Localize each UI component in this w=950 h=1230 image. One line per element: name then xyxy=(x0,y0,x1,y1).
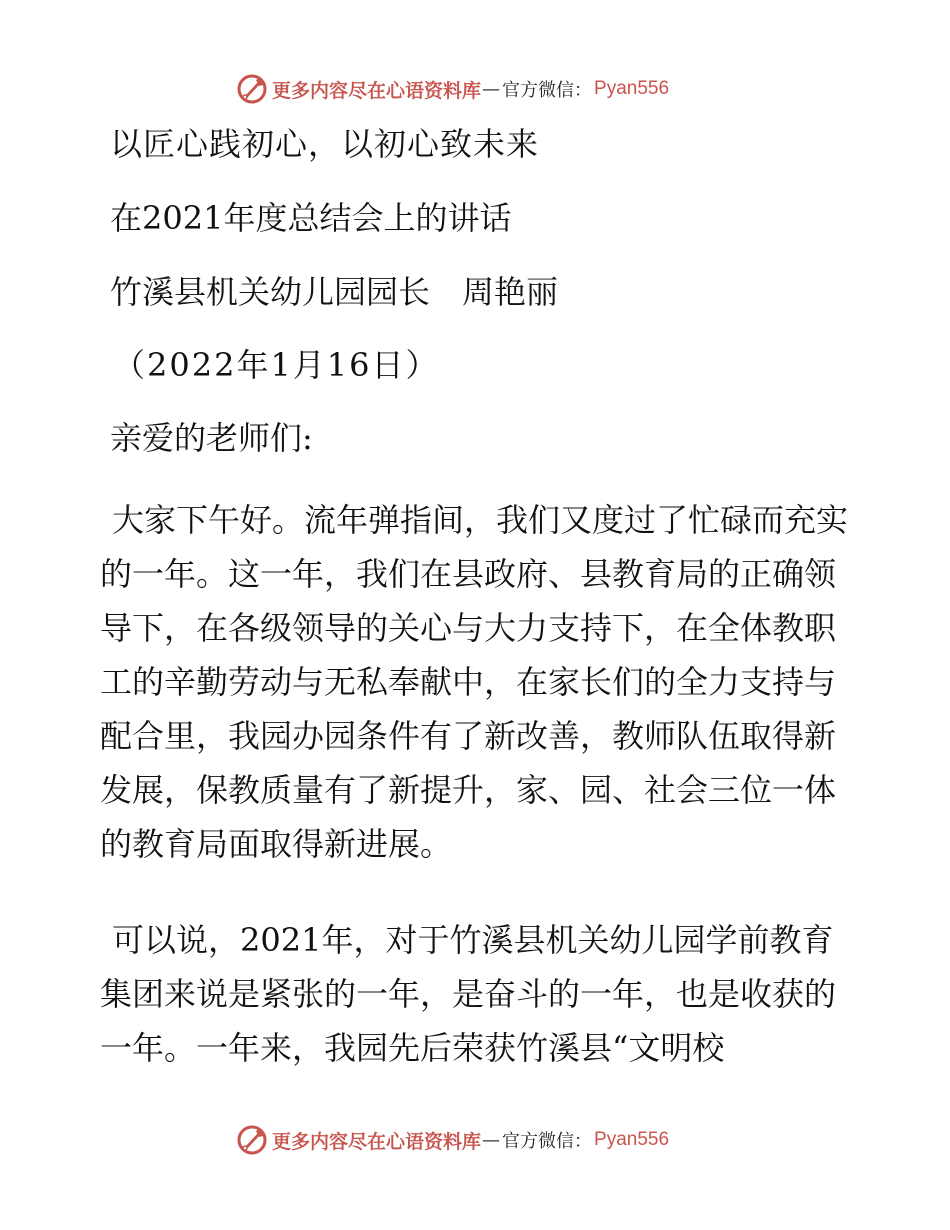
document-title: 以匠心践初心，以初心致未来 xyxy=(110,125,540,163)
paragraph: 大家下午好。流年弹指间，我们又度过了忙碌而充实的一年。这一年，我们在县政府、县教育局的正确领导下，在各级领导的关心与大力支持下，在全体教职工的辛勤劳动与无私奉献中，在家长们的全力支持与配合里，我园办园条件有了新改善，教师队伍取得新发展，保教质量有了新提升，家、园、社会三位一体的教育局面取得新进展。 xyxy=(100,501,849,863)
banner-dash: — xyxy=(482,1129,501,1151)
document-date: （2022年1月16日） xyxy=(113,346,440,384)
banner-wechat-id: Pyan556 xyxy=(594,1129,670,1150)
document-greeting: 亲爱的老师们: xyxy=(110,419,313,457)
banner-wechat-label: 官方微信： xyxy=(502,80,593,101)
banner-wechat-id: Pyan556 xyxy=(594,78,670,99)
banner-dash: — xyxy=(482,78,501,100)
quill-logo-icon xyxy=(236,1124,268,1156)
paragraph: 可以说，2021年，对于竹溪县机关幼儿园学前教育集团来说是紧张的一年，是奋斗的一年，也是收获的一年。一年来，我园先后荣获竹溪县“文明校 xyxy=(100,921,837,1067)
quill-logo-icon xyxy=(236,73,268,105)
document-subtitle: 在2021年度总结会上的讲话 xyxy=(110,199,512,237)
header-banner xyxy=(236,72,669,106)
document-author: 竹溪县机关幼儿园园长 周艳丽 xyxy=(110,273,559,311)
banner-wechat-label: 官方微信： xyxy=(502,1131,593,1152)
banner-library-text: 更多内容尽在心语资料库 xyxy=(272,79,482,102)
banner-library-text: 更多内容尽在心语资料库 xyxy=(272,1130,482,1153)
footer-banner xyxy=(236,1123,669,1157)
